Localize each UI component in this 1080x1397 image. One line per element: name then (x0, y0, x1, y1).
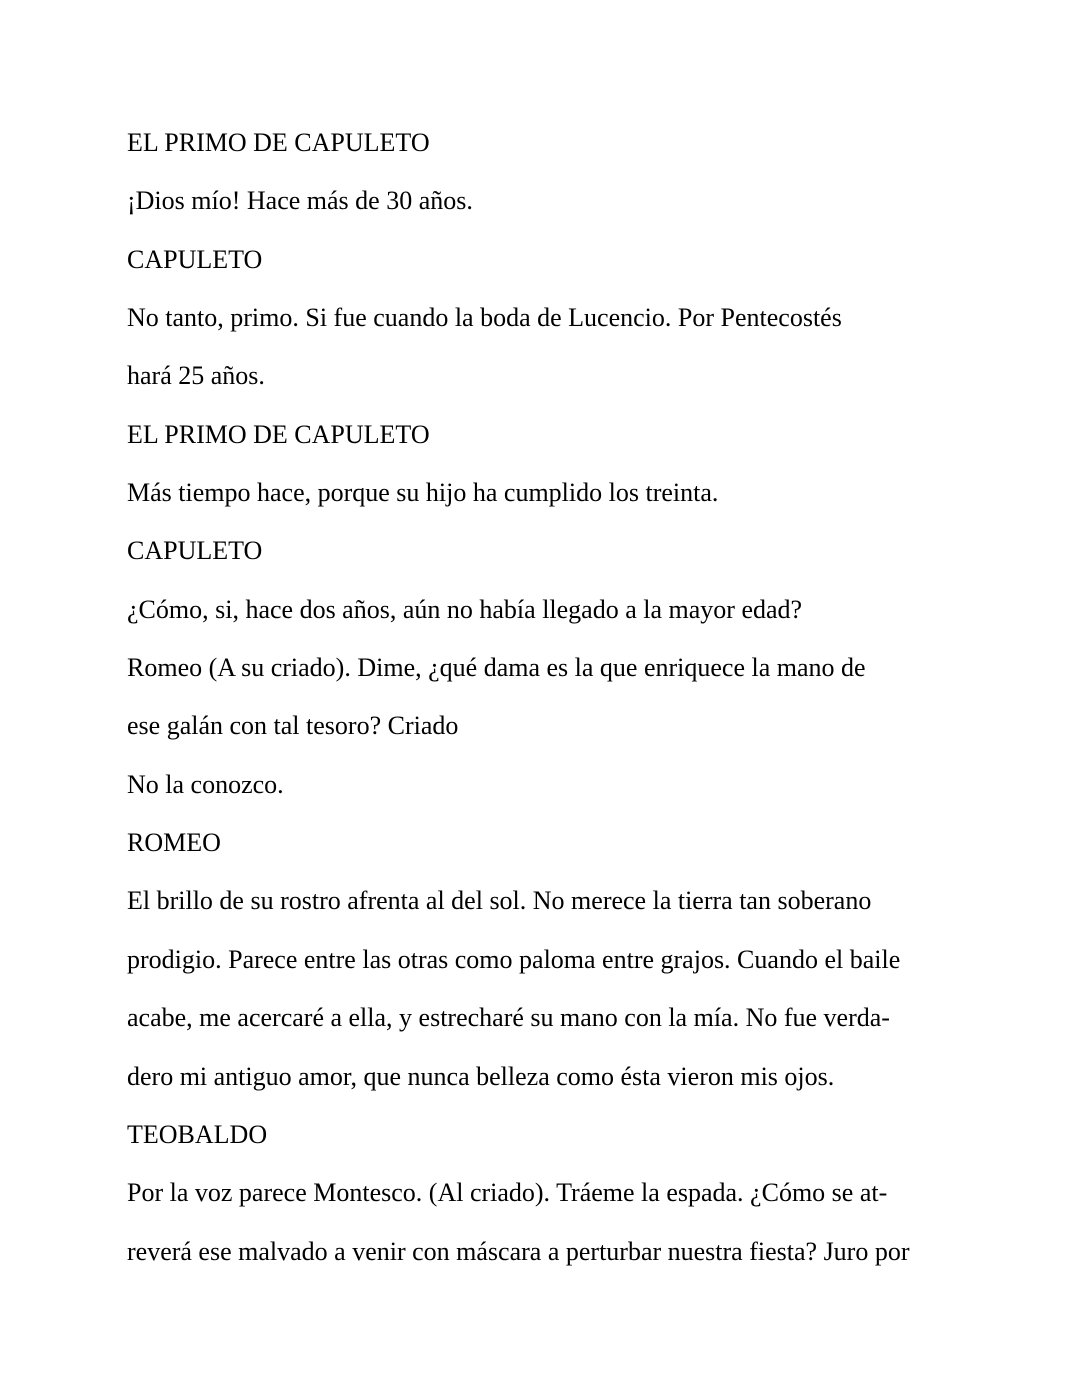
dialogue-line: acabe, me acercaré a ella, y estrecharé su mano con la mía. No fue verda- (127, 1003, 890, 1033)
dialogue-line: No la conozco. (127, 769, 284, 799)
dialogue-line: reverá ese malvado a venir con máscara a perturbar nuestra fiesta? Juro por (127, 1236, 910, 1266)
dialogue-line: ¡Dios mío! Hace más de 30 años. (127, 186, 473, 216)
dialogue-line: No tanto, primo. Si fue cuando la boda de Lucencio. Por Pentecostés (127, 303, 842, 333)
speaker-name: CAPULETO (127, 536, 263, 566)
script-text (127, 114, 947, 1281)
speaker-name: EL PRIMO DE CAPULETO (127, 128, 430, 157)
speaker-name: CAPULETO (127, 244, 263, 274)
dialogue-line: El brillo de su rostro afrenta al del sol. No merece la tierra tan soberano (127, 886, 872, 916)
dialogue-line: Más tiempo hace, porque su hijo ha cumplido los treinta. (127, 478, 719, 508)
speaker-name: ROMEO (127, 828, 221, 858)
dialogue-line: prodigio. Parece entre las otras como paloma entre grajos. Cuando el baile (127, 944, 901, 974)
speaker-name: TEOBALDO (127, 1119, 268, 1149)
dialogue-line: ese galán con tal tesoro? Criado (127, 711, 459, 741)
dialogue-line: Romeo (A su criado). Dime, ¿qué dama es la que enriquece la mano de (127, 653, 866, 683)
dialogue-line: hará 25 años. (127, 361, 265, 391)
dialogue-line: ¿Cómo, si, hace dos años, aún no había llegado a la mayor edad? (127, 594, 803, 624)
dialogue-line: Por la voz parece Montesco. (Al criado). Tráeme la espada. ¿Cómo se at- (127, 1178, 888, 1208)
dialogue-line: dero mi antiguo amor, que nunca belleza como ésta vieron mis ojos. (127, 1061, 835, 1091)
speaker-name: EL PRIMO DE CAPULETO (127, 419, 430, 449)
